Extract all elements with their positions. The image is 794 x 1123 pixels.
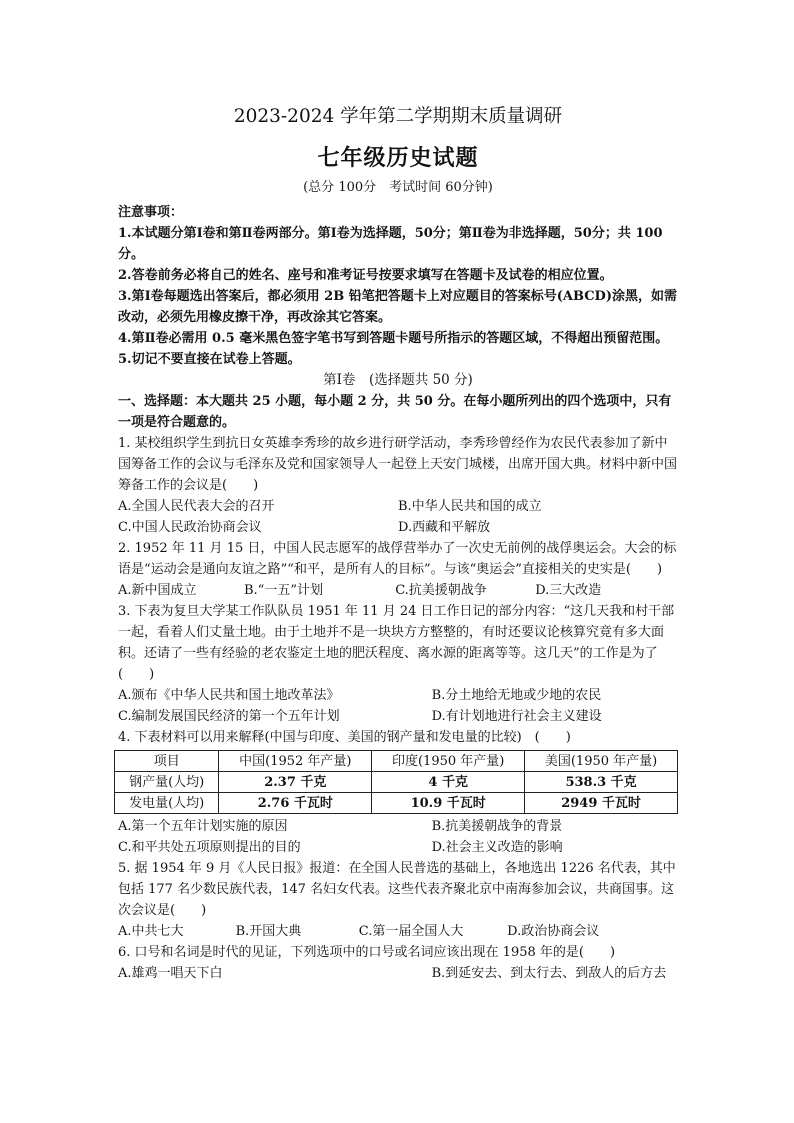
notice-item: 4.第Ⅱ卷必需用 0.5 毫米黑色签字笔书写到答题卡题号所指示的答题区域，不得超出预留范围。	[118, 331, 669, 346]
notice-item: 1.本试题分第Ⅰ卷和第Ⅱ卷两部分。第Ⅰ卷为选择题，50分；第Ⅱ卷为非选择题，50分；共 100分。	[118, 226, 663, 262]
question-stem: 4. 下表材料可以用来解释(中国与印度、美国的钢产量和发电量的比较) ( )	[118, 730, 571, 745]
notice-heading: 注意事项：	[118, 205, 184, 220]
question-stem: 3. 下表为复旦大学某工作队队员 1951 年 11 月 24 日工作日记的部分内容：“这几天我和村干部一起，看着人们丈量土地。由于土地并不是一块块方方整整的，有时还要议论核算究竟有多大面积。还请了一些有经验的老农鉴定土地的肥沃程度、离水源的距离等等。这几天”的工作是为了( )	[118, 604, 675, 682]
exam-subject-title: 七年级历史试题	[317, 145, 479, 171]
option-b: B.分土地给无地或少地的农民	[431, 688, 602, 703]
option-c: C.抗美援朝战争	[395, 583, 487, 598]
table-cell: 2.76 千瓦时	[219, 793, 372, 814]
question-stem: 5. 据 1954 年 9 月《人民日报》报道：在全国人民普选的基础上，各地选出 1226 名代表，其中包括 177 名少数民族代表，147 名妇女代表。这些代表齐聚北京中南海参加会议，共商国事。这次会议是( )	[118, 861, 676, 918]
question-stem: 2. 1952 年 11 月 15 日，中国人民志愿军的战俘营举办了一次史无前例的战俘奥运会。大会的标语是“运动会是通向友谊之路”“和平，是所有人的目标”。与该“奥运会”直接相关的史实是( )	[118, 541, 677, 577]
notice-item: 3.第Ⅰ卷每题选出答案后，都必须用 2B 铅笔把答题卡上对应题目的答案标号(ABCD)涂黑，如需改动，必须先用橡皮擦干净，再改涂其它答案。	[118, 289, 677, 325]
table-header-row	[115, 751, 678, 772]
option-a: A.全国人民代表大会的召开	[118, 499, 275, 514]
table-header-cell: 美国(1950 年产量)	[525, 751, 678, 772]
exam-score-time: (总分 100分 考试时间 60分钟)	[303, 180, 493, 195]
exam-page	[118, 104, 678, 984]
options-row	[118, 517, 678, 538]
option-c: C.中国人民政治协商会议	[118, 520, 262, 535]
option-b: B.开国大典	[235, 924, 302, 939]
option-d: D.政治协商会议	[507, 924, 600, 939]
options-row	[118, 816, 678, 837]
table-cell: 发电量(人均)	[115, 793, 219, 814]
option-b: B.中华人民共和国的成立	[398, 499, 542, 514]
question-stem: 6. 口号和名词是时代的见证，下列选项中的口号或名词应该出现在 1958 年的是( )	[118, 945, 616, 960]
table-header-cell: 印度(1950 年产量)	[372, 751, 525, 772]
table-cell: 2.37 千克	[219, 772, 372, 793]
table-header-cell: 项目	[115, 751, 219, 772]
options-row	[118, 837, 678, 858]
options-row	[118, 921, 678, 942]
option-d: D.有计划地进行社会主义建设	[431, 709, 602, 724]
exam-term-title: 2023-2024 学年第二学期期末质量调研	[233, 106, 563, 127]
option-c: C.编制发展国民经济的第一个五年计划	[118, 709, 340, 724]
option-a: A.雄鸡一唱天下白	[118, 966, 223, 981]
options-row	[118, 580, 678, 601]
table-cell: 4 千克	[372, 772, 525, 793]
option-b: B.抗美援朝战争的背景	[431, 819, 563, 834]
table-cell: 2949 千瓦时	[525, 793, 678, 814]
option-b: B.“一五”计划	[244, 583, 323, 598]
options-row	[118, 685, 678, 706]
notice-item: 5.切记不要直接在试卷上答题。	[118, 352, 301, 367]
table-header-cell: 中国(1952 年产量)	[219, 751, 372, 772]
options-row	[118, 496, 678, 517]
option-c: C.和平共处五项原则提出的目的	[118, 840, 301, 855]
table-row	[115, 772, 678, 793]
option-a: A.中共七大	[118, 924, 184, 939]
question-stem: 1. 某校组织学生到抗日女英雄李秀珍的故乡进行研学活动，李秀珍曾经作为农民代表参加了新中国筹备工作的会议与毛泽东及党和国家领导人一起登上天安门城楼，出席开国大典。材料中新中国筹备工作的会议是( )	[118, 436, 678, 493]
option-b: B.到延安去、到太行去、到敌人的后方去	[431, 966, 667, 981]
table-cell: 538.3 千克	[525, 772, 678, 793]
part1-heading: 第Ⅰ卷 (选择题共 50 分)	[323, 372, 473, 388]
options-row	[118, 963, 678, 984]
table-cell: 钢产量(人均)	[115, 772, 219, 793]
table-cell: 10.9 千瓦时	[372, 793, 525, 814]
data-table	[114, 750, 678, 814]
option-c: C.第一届全国人大	[358, 924, 464, 939]
option-d: D.西藏和平解放	[398, 520, 491, 535]
options-row	[118, 706, 678, 727]
table-row	[115, 793, 678, 814]
section-instructions: 一、选择题：本大题共 25 小题，每小题 2 分，共 50 分。在每小题所列出的四个选项中，只有一项是符合题意的。	[118, 394, 672, 430]
option-d: D.社会主义改造的影响	[431, 840, 563, 855]
option-d: D.三大改造	[535, 583, 602, 598]
option-a: A.第一个五年计划实施的原因	[118, 819, 288, 834]
option-a: A.颁布《中华人民共和国土地改革法》	[118, 688, 340, 703]
option-a: A.新中国成立	[118, 583, 197, 598]
notice-item: 2.答卷前务必将自己的姓名、座号和准考证号按要求填写在答题卡及试卷的相应位置。	[118, 268, 613, 283]
